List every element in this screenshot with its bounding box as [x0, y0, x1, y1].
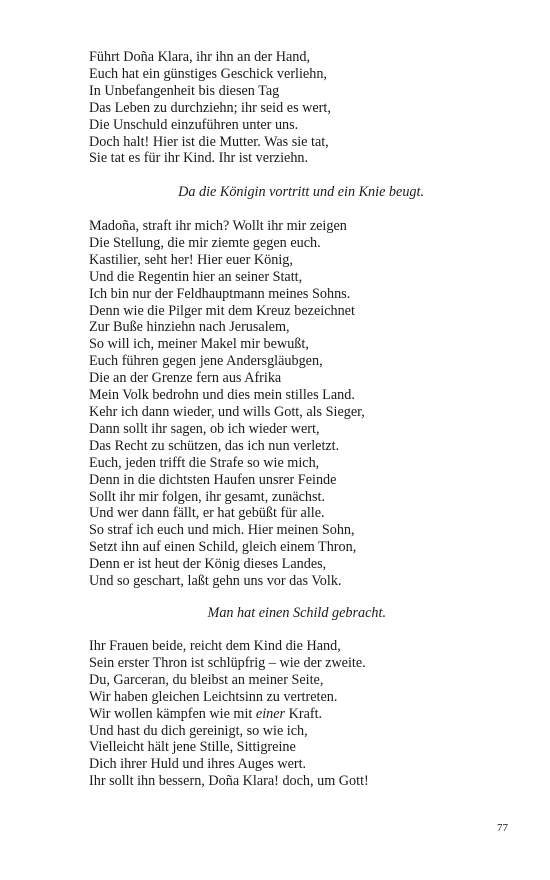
verse-line: Denn in die dichtsten Haufen unsrer Feinde — [89, 471, 337, 488]
verse-line: Mein Volk bedrohn und dies mein stilles Land. — [89, 387, 355, 404]
verse-line: Sollt ihr mir folgen, ihr gesamt, zunächst. — [89, 488, 326, 505]
verse-line: Euch, jeden trifft die Strafe so wie mich, — [89, 454, 320, 471]
verse-line: Euch führen gegen jene Andersgläubgen, — [89, 353, 323, 370]
verse-line: Zur Buße hinziehn nach Jerusalem, — [89, 319, 290, 336]
verse-line: Die Stellung, die mir ziemte gegen euch. — [89, 234, 321, 251]
verse-text: Wir wollen kämpfen wie mit — [89, 705, 256, 722]
verse-line — [89, 706, 509, 723]
verse-line: Ich bin nur der Feldhauptmann meines Sohns. — [89, 285, 351, 302]
verse-line: Madoña, straft ihr mich? Wollt ihr mir zeigen — [89, 218, 347, 234]
verse-stanza-3 — [89, 638, 509, 790]
verse-line: In Unbefangenheit bis diesen Tag — [89, 82, 280, 99]
verse-line: Und wer dann fällt, er hat gebüßt für alle. — [89, 505, 325, 522]
verse-line: Führt Doña Klara, ihr ihn an der Hand, — [89, 49, 311, 65]
verse-line: Und die Regentin hier an seiner Statt, — [89, 268, 303, 285]
verse-line: Ihr Frauen beide, reicht dem Kind die Hand, — [89, 638, 341, 654]
verse-text: Kraft. — [285, 705, 323, 722]
verse-line: Die Unschuld einzuführen unter uns. — [89, 116, 299, 133]
verse-line: Du, Garceran, du bleibst an meiner Seite, — [89, 671, 324, 688]
verse-line: Wir haben gleichen Leichtsinn zu vertreten. — [89, 688, 338, 705]
verse-line: Sein erster Thron ist schlüpfrig – wie der zweite. — [89, 654, 366, 671]
verse-line: Ihr sollt ihn bessern, Doña Klara! doch, um Gott! — [89, 773, 369, 790]
verse-line: So will ich, meiner Makel mir bewußt, — [89, 336, 309, 353]
verse-stanza-2 — [89, 218, 509, 590]
verse-line: Euch hat ein günstiges Geschick verliehn, — [89, 65, 327, 82]
verse-line: Und hast du dich gereinigt, so wie ich, — [89, 722, 308, 739]
verse-stanza-1 — [89, 49, 509, 167]
verse-line: So straf ich euch und mich. Hier meinen Sohn, — [89, 522, 355, 539]
emphasized-word: einer — [255, 705, 286, 722]
verse-line: Denn wie die Pilger mit dem Kreuz bezeichnet — [89, 302, 355, 319]
verse-line: Setzt ihn auf einen Schild, gleich einem Thron, — [89, 539, 357, 556]
verse-line: Vielleicht hält jene Stille, Sittigreine — [89, 739, 296, 756]
verse-line: Kastilier, seht her! Hier euer König, — [89, 251, 293, 268]
verse-line: Das Leben zu durchziehn; ihr seid es wert, — [89, 99, 331, 116]
verse-line: Das Recht zu schützen, das ich nun verletzt. — [89, 437, 340, 454]
page-number: 77 — [497, 822, 508, 834]
stage-direction: Man hat einen Schild gebracht. — [207, 605, 386, 621]
verse-line: Doch halt! Hier ist die Mutter. Was sie tat, — [89, 133, 329, 150]
verse-line: Und so geschart, laßt gehn uns vor das Volk. — [89, 573, 342, 590]
stage-direction: Da die Königin vortritt und ein Knie beugt. — [178, 184, 424, 200]
verse-line: Dann sollt ihr sagen, ob ich wieder wert, — [89, 420, 320, 437]
verse-line: Dich ihrer Huld und ihres Auges wert. — [89, 756, 307, 773]
verse-line: Die an der Grenze fern aus Afrika — [89, 370, 282, 387]
verse-line: Sie tat es für ihr Kind. Ihr ist verziehn. — [89, 150, 309, 167]
verse-line: Denn er ist heut der König dieses Landes, — [89, 556, 327, 573]
verse-line: Kehr ich dann wieder, und wills Gott, als Sieger, — [89, 403, 365, 420]
